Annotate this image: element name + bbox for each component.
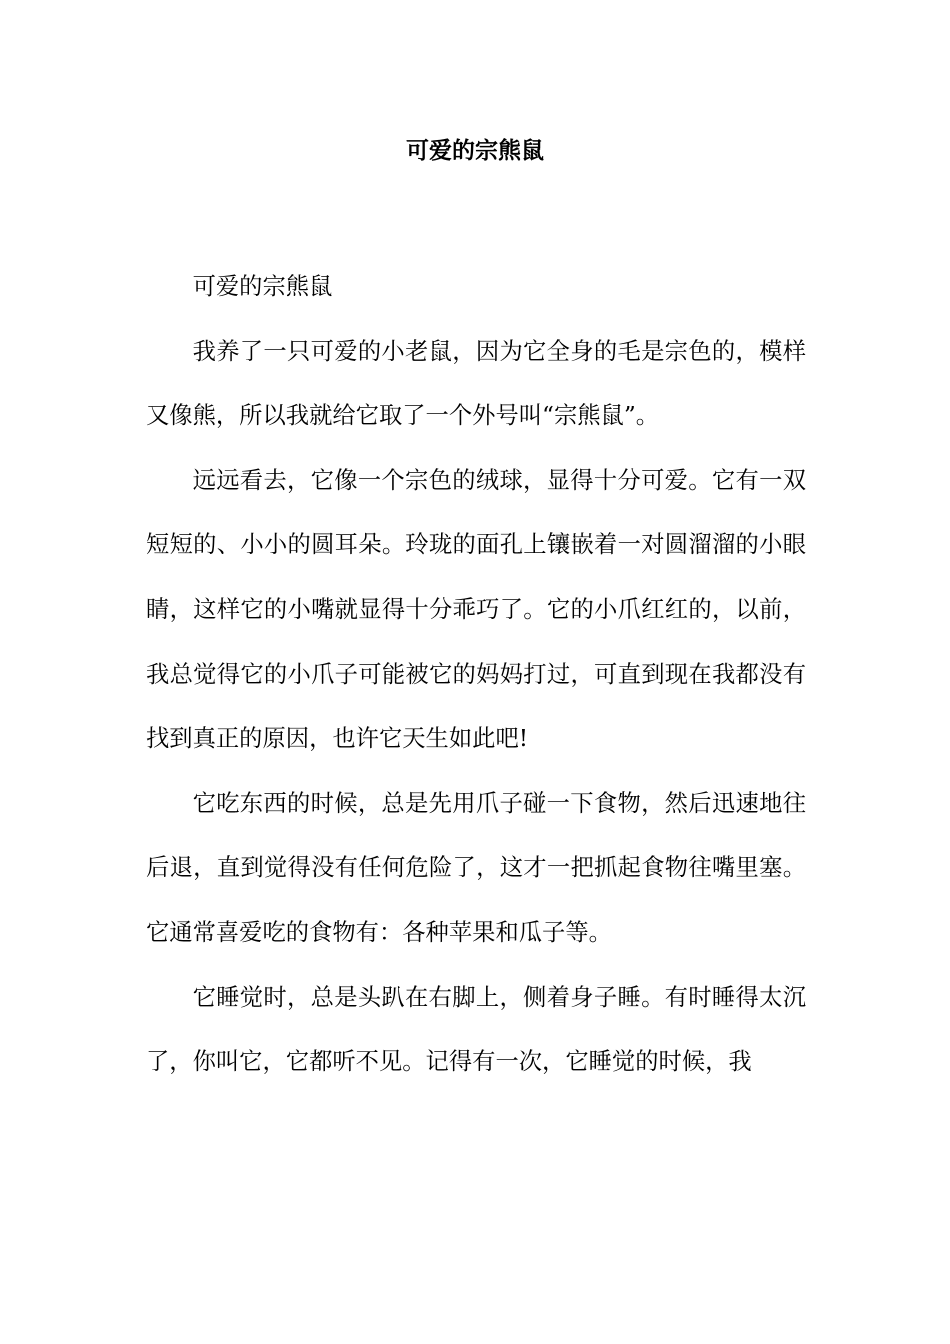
paragraph: 我养了一只可爱的小老鼠，因为它全身的毛是宗色的，模样又像熊，所以我就给它取了一个外号叫“宗熊鼠”。 (146, 337, 806, 430)
document-body (146, 255, 806, 1095)
paragraph: 它睡觉时，总是头趴在右脚上，侧着身子睡。有时睡得太沉了，你叫它，它都听不见。记得有一次，它睡觉的时候，我 (146, 983, 806, 1076)
paragraph: 远远看去，它像一个宗色的绒球，显得十分可爱。它有一双短短的、小小的圆耳朵。玲珑的面孔上镶嵌着一对圆溜溜的小眼睛，这样它的小嘴就显得十分乖巧了。它的小爪红红的，以前，我总觉得它的小爪子可能被它的妈妈打过，可直到现在我都没有找到真正的原因，也许它天生如此吧! (146, 466, 806, 753)
paragraph: 它吃东西的时候，总是先用爪子碰一下食物，然后迅速地往后退，直到觉得没有任何危险了，这才一把抓起食物往嘴里塞。它通常喜爱吃的食物有：各种苹果和瓜子等。 (146, 789, 806, 946)
paragraph: 可爱的宗熊鼠 (192, 273, 333, 300)
document-title: 可爱的宗熊鼠 (406, 138, 544, 164)
